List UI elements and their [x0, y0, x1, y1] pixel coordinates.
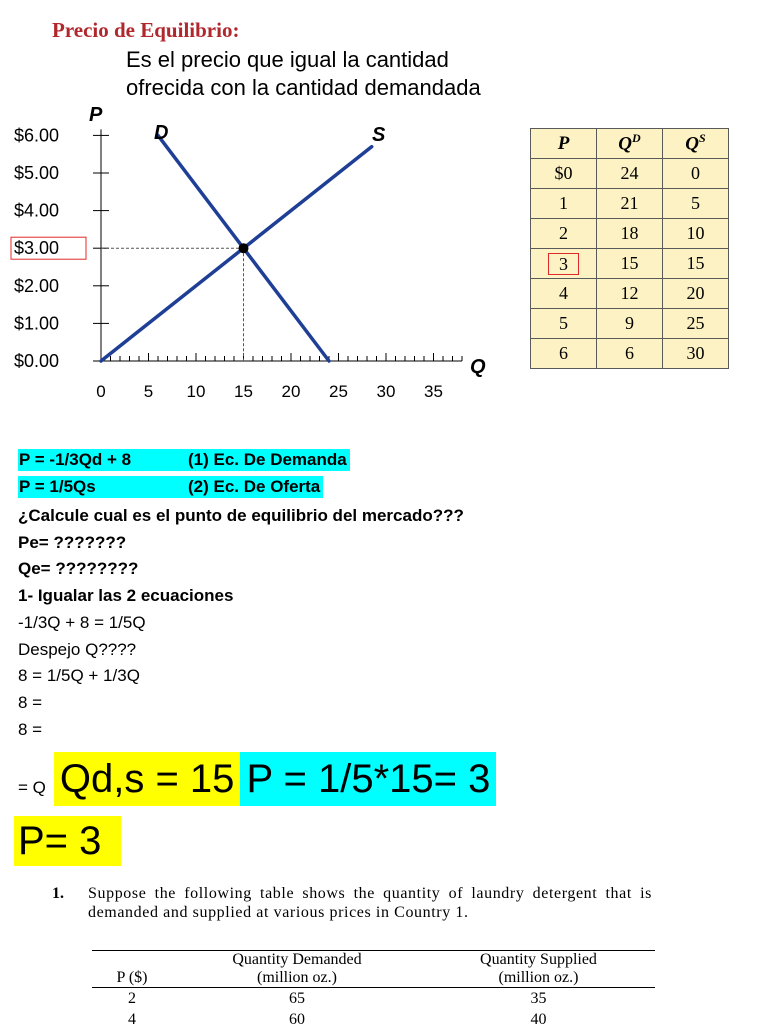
x-tick-label: 15	[234, 382, 253, 401]
problem-number: 1.	[52, 885, 64, 902]
supply-equation	[18, 476, 323, 498]
header-p	[531, 129, 597, 159]
price-table-cell: 18	[597, 219, 663, 249]
result-equation	[18, 752, 496, 810]
price-table-cell: 2	[531, 219, 597, 249]
quantity-result: Qd,s = 15	[54, 752, 241, 806]
y-tick-label: $1.00	[14, 313, 60, 334]
price-table-cell: 9	[597, 309, 663, 339]
y-tick-label: $4.00	[14, 200, 60, 221]
x-tick-label: 0	[96, 382, 106, 401]
x-axis-title: Q	[470, 356, 486, 378]
detergent-h2-col2: (million oz.)	[172, 969, 422, 988]
result-prefix: = Q	[18, 778, 46, 797]
x-tick-label: 25	[329, 382, 348, 401]
price-table-cell: 15	[663, 249, 729, 279]
price-table-cell: 6	[597, 339, 663, 369]
header-qs-sup: S	[699, 131, 706, 146]
solution-step: Qe= ????????	[18, 559, 139, 579]
solution-step: -1/3Q + 8 = 1/5Q	[18, 612, 146, 632]
price-result: P = 1/5*15= 3	[240, 752, 496, 806]
y-tick-label: $3.00	[14, 238, 60, 259]
demand-label: D	[154, 122, 169, 144]
problem-statement	[52, 884, 652, 922]
price-table-cell: 0	[663, 159, 729, 189]
detergent-cell: 2	[128, 990, 136, 1007]
price-table-cell: 24	[597, 159, 663, 189]
header-p-label: P	[557, 132, 570, 154]
detergent-row	[92, 1009, 655, 1030]
header-qs	[663, 129, 729, 159]
price-table-cell: 6	[531, 339, 597, 369]
detergent-h1-col3: Quantity Supplied	[422, 951, 655, 970]
demand-equation-label: (1) Ec. De Demanda	[188, 449, 350, 471]
x-tick-label: 5	[143, 382, 154, 401]
detergent-h2-col1: P ($)	[92, 969, 172, 988]
equilibrium-point	[239, 243, 249, 253]
detergent-cell: 65	[289, 990, 305, 1007]
header-qd-label: Q	[618, 133, 633, 155]
y-axis-title: P	[89, 104, 103, 126]
solution-step: 1- Igualar las 2 ecuaciones	[18, 586, 234, 606]
demand-equation-formula: P = -1/3Qd + 8	[18, 449, 188, 471]
detergent-table	[92, 950, 655, 1030]
y-tick-label: $6.00	[14, 125, 60, 146]
detergent-cell: 40	[530, 1011, 547, 1028]
price-table-cell: 25	[663, 309, 729, 339]
price-table-cell: 10	[663, 219, 729, 249]
price-table-cell: 15	[597, 249, 663, 279]
price-table-row	[531, 279, 729, 309]
price-table-row	[531, 339, 729, 369]
x-tick-label: 20	[281, 382, 301, 401]
y-tick-label: $0.00	[14, 351, 60, 371]
equilibrium-price-box: 3	[548, 253, 579, 275]
price-table-cell: 12	[597, 279, 663, 309]
price-table-cell	[531, 249, 597, 279]
curve-s	[101, 147, 372, 361]
definition-line-1: Es el precio que igual la cantidad	[126, 47, 449, 72]
x-tick-label: 35	[424, 382, 443, 401]
supply-demand-chart	[0, 100, 520, 410]
detergent-header-row-2	[92, 969, 655, 988]
price-table-cell: 5	[663, 189, 729, 219]
definition-line-2: ofrecida con la cantidad demandada	[126, 75, 481, 100]
detergent-cell: 60	[289, 1011, 305, 1028]
solution-step: Despejo Q????	[18, 639, 137, 659]
solution-step: 8 =	[18, 692, 43, 712]
price-table-cell: 30	[663, 339, 729, 369]
detergent-header-row-1	[92, 951, 655, 970]
price-table-row	[531, 219, 729, 249]
price-table-header	[531, 129, 729, 159]
price-quantity-table	[530, 128, 729, 369]
detergent-cell: 4	[128, 1011, 136, 1028]
price-table-cell: 5	[531, 309, 597, 339]
solution-step: 8 =	[18, 719, 43, 739]
detergent-h1-col1	[92, 951, 172, 970]
price-table-row	[531, 189, 729, 219]
price-table-cell: 20	[663, 279, 729, 309]
price-table-cell: 1	[531, 189, 597, 219]
header-qd	[597, 129, 663, 159]
supply-equation-label: (2) Ec. De Oferta	[188, 476, 323, 498]
detergent-h1-col2: Quantity Demanded	[172, 951, 422, 970]
solution-step: Pe= ???????	[18, 532, 127, 552]
detergent-cell: 35	[530, 990, 547, 1007]
detergent-h2-col3: (million oz.)	[422, 969, 655, 988]
header-qd-sup: D	[632, 131, 641, 146]
solution-step: ¿Calcule cual es el punto de equilibrio del mercado???	[18, 506, 464, 525]
price-table-cell: 4	[531, 279, 597, 309]
price-table-row	[531, 309, 729, 339]
supply-label: S	[372, 124, 386, 146]
header-qs-label: Q	[685, 133, 700, 155]
x-tick-label: 10	[186, 382, 206, 401]
price-table-cell: $0	[531, 159, 597, 189]
problem-text: Suppose the following table shows the quantity of laundry detergent that is demanded and supplied at various prices in Country 1.	[88, 885, 652, 921]
final-price: P= 3	[14, 816, 121, 866]
definition-text	[126, 46, 481, 102]
price-table-row	[531, 159, 729, 189]
y-tick-label: $2.00	[14, 275, 60, 296]
detergent-row	[92, 988, 655, 1010]
page-title: Precio de Equilibrio:	[52, 18, 240, 42]
supply-equation-formula: P = 1/5Qs	[18, 476, 188, 498]
x-tick-label: 30	[376, 382, 396, 401]
solution-steps	[18, 503, 464, 743]
y-tick-label: $5.00	[14, 163, 60, 183]
demand-equation	[18, 449, 350, 471]
solution-step: 8 = 1/5Q + 1/3Q	[18, 666, 140, 686]
price-table-cell: 21	[597, 189, 663, 219]
price-table-row	[531, 249, 729, 279]
